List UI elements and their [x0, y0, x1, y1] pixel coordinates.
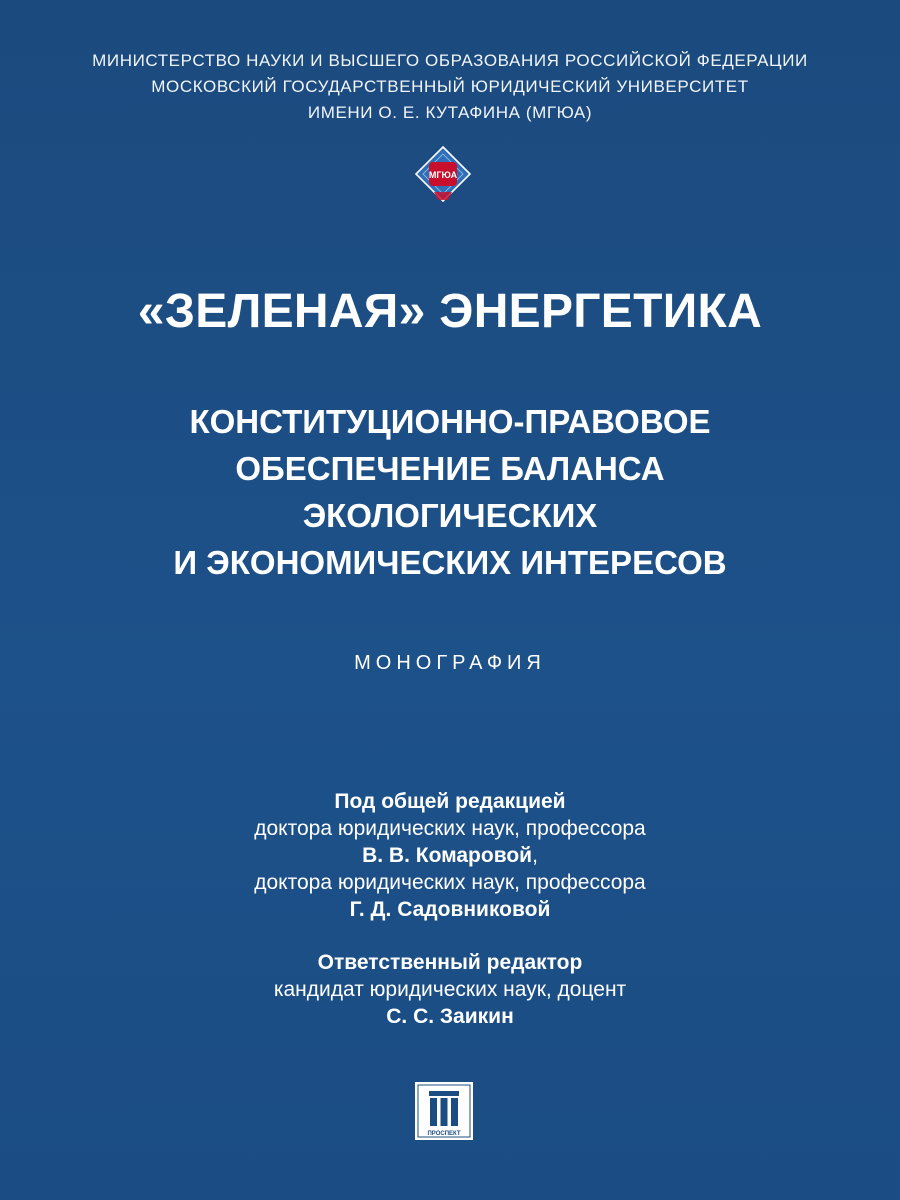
university-line: МОСКОВСКИЙ ГОСУДАРСТВЕННЫЙ ЮРИДИЧЕСКИЙ УНИВЕРСИТЕТ — [151, 77, 749, 96]
editor1-name: В. В. Комаровой — [362, 844, 533, 867]
institution-header — [0, 48, 900, 126]
editors-block — [0, 788, 900, 1030]
book-title: «ЗЕЛЕНАЯ» ЭНЕРГЕТИКА — [137, 285, 763, 338]
editor1-degree: доктора юридических наук, профессора — [254, 817, 646, 840]
subtitle-line-1: КОНСТИТУЦИОННО-ПРАВОВОЕ — [189, 403, 711, 440]
subtitle-line-2: ОБЕСПЕЧЕНИЕ БАЛАНСА — [235, 450, 665, 487]
university-emblem-icon — [412, 144, 474, 206]
subtitle-line-3: ЭКОЛОГИЧЕСКИХ — [302, 497, 598, 534]
editor3-name: С. С. Заикин — [386, 1005, 514, 1028]
editor3-degree: кандидат юридических наук, доцент — [273, 978, 627, 1001]
ministry-line: МИНИСТЕРСТВО НАУКИ И ВЫСШЕГО ОБРАЗОВАНИЯ РОССИЙСКОЙ ФЕДЕРАЦИИ — [92, 51, 808, 70]
publisher-logo-icon — [415, 1082, 473, 1140]
responsible-editor-heading: Ответственный редактор — [317, 951, 583, 974]
publisher-name: ПРОСПЕКТ — [427, 1131, 461, 1137]
general-editors-heading: Под общей редакцией — [334, 790, 566, 813]
university-name-line: ИМЕНИ О. Е. КУТАФИНА (МГЮА) — [307, 103, 593, 122]
editor2-name: Г. Д. Садовниковой — [349, 898, 551, 921]
subtitle-line-4: И ЭКОНОМИЧЕСКИХ ИНТЕРЕСОВ — [173, 544, 727, 581]
book-genre: МОНОГРАФИЯ — [354, 652, 546, 674]
editor2-degree: доктора юридических наук, профессора — [254, 871, 646, 894]
editors-spacer — [0, 923, 900, 949]
book-subtitle — [0, 398, 900, 586]
editor1-line — [0, 842, 900, 869]
editor1-comma: , — [532, 844, 538, 867]
emblem-label: МГЮА — [428, 170, 458, 180]
